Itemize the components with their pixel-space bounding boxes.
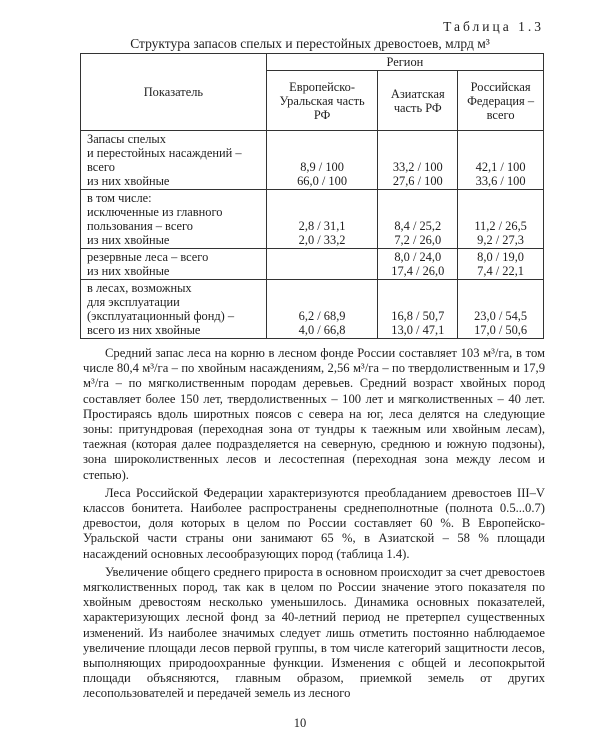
paragraph: Леса Российской Федерации характеризуются преобладанием древостоев III–V классов бонитета. Наиболее распространены среднеполнотные (полнота 0.5...0.7) древостои, доля которых в целом по России составляет 60 %. В Европейско-Уральской части страны они занимают 65 %, в Азиатской – 58 % площади насаждений основных лесообразующих пород (таблица 1.4). xyxy=(83,485,545,561)
table-row xyxy=(81,249,544,280)
table-row xyxy=(81,280,544,339)
row-label: резервные леса – всего из них хвойные xyxy=(81,249,267,280)
table-cell: 8,0 / 24,0 17,4 / 26,0 xyxy=(378,249,458,280)
table-cell: 2,8 / 31,1 2,0 / 33,2 xyxy=(266,190,378,249)
page-number: 10 xyxy=(293,716,307,730)
table-number-label: Таблица 1.3 xyxy=(443,19,544,34)
table-cell: 33,2 / 100 27,6 / 100 xyxy=(378,131,458,190)
table-cell: 6,2 / 68,9 4,0 / 66,8 xyxy=(266,280,378,339)
table-cell: 23,0 / 54,5 17,0 / 50,6 xyxy=(458,280,544,339)
table-row xyxy=(81,131,544,190)
table-cell: 42,1 / 100 33,6 / 100 xyxy=(458,131,544,190)
row-label: в том числе: исключенные из главного пользования – всего из них хвойные xyxy=(81,190,267,249)
table-cell: 8,0 / 19,0 7,4 / 22,1 xyxy=(458,249,544,280)
row-label: Запасы спелых и перестойных насаждений – всего из них хвойные xyxy=(81,131,267,190)
header-col-asian: Азиатская часть РФ xyxy=(378,71,458,131)
row-label: в лесах, возможных для эксплуатации (эксплуатационный фонд) – всего из них хвойные xyxy=(81,280,267,339)
header-col-russia-total: Российская Федерация – всего xyxy=(458,71,544,131)
paragraph: Средний запас леса на корню в лесном фонде России составляет 103 м³/га, в том числе 80,4 м³/га – по хвойным насаждениям, 2,56 м³/га – по твердолиственным и 17,9 м³/га – по мягколиственным породам деревьев. Средний возраст хвойных пород составляет более 150 лет, твердолиственных – 100 лет и мягколиственных – 40 лет. Простираясь вдоль широтных поясов с севера на юг, леса делятся на следующие зоны: притундровая (переходная зона от тундры к таежным или хвойным лесам), таежная (которая далее подразделяется на северную, среднюю и южную подзоны), зона широколиственных лесов и лесостепная (переходная зона между лесом и степью). xyxy=(83,346,545,482)
header-region: Регион xyxy=(266,54,543,71)
header-col-european-ural: Европейско-Уральская часть РФ xyxy=(266,71,378,131)
table-title: Структура запасов спелых и перестойных древостоев, млрд м³ xyxy=(130,36,490,51)
table-cell: 11,2 / 26,5 9,2 / 27,3 xyxy=(458,190,544,249)
paragraph: Увеличение общего среднего прироста в основном происходит за счет древостоев мягколиственных пород, так как в целом по России значение этого показателя по хвойным древостоям несколько уменьшилось. Динамика основных показателей, характеризующих лесной фонд за 40-летний период не претерпел существенных изменений. Из наиболее значимых следует лишь отметить постоянно наблюдаемое увеличение площади лесов первой группы, в том числе категорий защитности лесов, выполняющих природоохранные функции. Изменения с общей и лесопокрытой площади объясняются, главным образом, приемкой земель от других лесопользователей и передачей земель из лесного xyxy=(83,564,545,701)
table-cell xyxy=(266,249,378,280)
table-cell: 8,9 / 100 66,0 / 100 xyxy=(266,131,378,190)
table-cell: 16,8 / 50,7 13,0 / 47,1 xyxy=(378,280,458,339)
body-text xyxy=(83,346,545,705)
header-indicator: Показатель xyxy=(81,54,267,131)
reserves-table xyxy=(80,53,544,339)
table-cell: 8,4 / 25,2 7,2 / 26,0 xyxy=(378,190,458,249)
table-row xyxy=(81,190,544,249)
